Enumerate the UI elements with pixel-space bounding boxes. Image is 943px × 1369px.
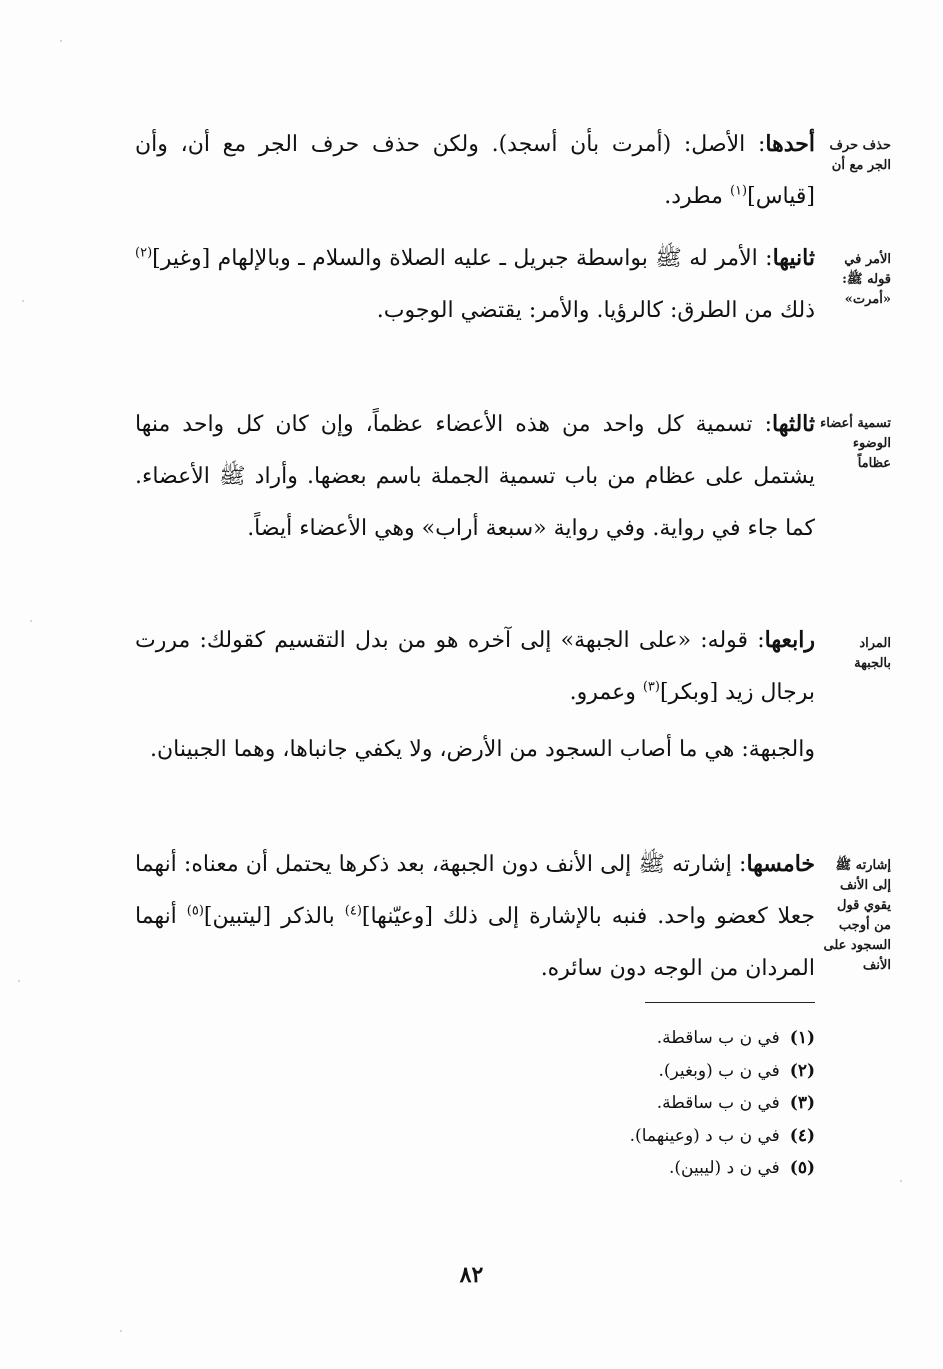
footnote-number: (٥) [789,1158,815,1178]
margin-note-2: الأمر في قوله ﷺ: «أمرت» [842,252,891,307]
paragraph-text: والجبهة: هي ما أصاب السجود من الأرض، ولا يكفي جانباها، وهما الجبينان. [149,737,815,762]
paragraph-text: أنهما المردان من الوجه دون سائره. [135,904,815,981]
footnote-text: في ن ب د (وعينهما). [629,1125,780,1146]
page-number: ٨٢ [459,1262,484,1288]
footnote-text: في ن ب ساقطة. [656,1028,780,1048]
footnotes-list [315,1022,815,1185]
paragraph-5 [135,724,815,776]
paragraph-text: بالذكر [ليتبين] [203,904,345,929]
paragraph-text: مطرد. [664,184,730,209]
paragraph-lead: خامسها [746,851,815,877]
margin-note-1: حذف حرف الجر مع أن [829,138,891,173]
paragraph-text: : إشارته ﷺ إلى الأنف دون الجبهة، بعد ذكرها يحتمل أن معناه: أنهما جعلا كعضو واحد. فنبه بالإشارة إلى ذلك [وعيّنها] [135,852,815,929]
paragraph-text: : الأصل: (أمرت بأن أسجد). ولكن حذف حرف الجر مع أن، وأن [قياس] [135,132,815,209]
paragraph-lead: أحدها [765,131,815,157]
footnote-number: (٢) [789,1060,815,1081]
scan-speck [120,1330,122,1332]
footnote-separator [645,1002,815,1003]
scan-speck [18,980,20,982]
paragraph-4 [135,614,815,719]
footnote-number: (٣) [789,1093,815,1113]
paragraph-lead: ثانيها [772,245,815,271]
margin-note-4: المراد بالجبهة [854,636,891,671]
footnote-text: في ن ب (وبغير). [658,1060,780,1081]
margin-note-5: إشارته ﷺ إلى الأنف يقوي قول من أوجب السجود على الأنف [823,858,891,973]
footnote-ref: (٥) [186,903,204,919]
paragraph-text: وعمرو. [569,680,643,705]
footnote-ref: (٣) [642,679,660,695]
paragraph-1 [135,118,815,223]
footnote-item [315,1120,815,1153]
footnote-number: (١) [789,1028,815,1048]
paragraph-text: : تسمية كل واحد من هذه الأعضاء عظماً، وإن كان كل واحد منها يشتمل على عظام من باب تسمية الجملة باسم بعضها. وأراد ﷺ الأعضاء. كما جاء في رواية. وفي رواية «سبعة أراب» وهي الأعضاء أيضاً. [135,412,815,541]
scan-speck [60,40,62,42]
footnote-text: في ن ب ساقطة. [656,1093,780,1113]
scan-speck [22,300,24,302]
paragraph-3 [135,398,815,555]
footnote-item [315,1087,815,1120]
paragraph-6 [135,838,815,995]
paragraph-text: ذلك من الطرق: كالرؤيا. والأمر: يقتضي الوجوب. [376,298,815,323]
footnote-item [315,1022,815,1055]
footnote-ref: (٤) [344,903,362,919]
paragraph-text: : الأمر له ﷺ بواسطة جبريل ـ عليه الصلاة والسلام ـ وبالإلهام [وغير] [152,246,773,271]
footnote-number: (٤) [789,1125,815,1146]
margin-note-3: تسمية أعضاء الوضوء عظاماً [820,416,891,471]
footnote-item [315,1152,815,1185]
footnote-ref: (١) [729,183,748,199]
paragraph-lead: رابعها [764,627,815,653]
scan-speck [30,620,32,622]
paragraph-lead: ثالثها [771,411,815,437]
scan-speck [900,1180,902,1182]
footnote-item [315,1055,815,1088]
paragraph-2 [135,232,815,337]
footnote-text: في ن د (ليبين). [669,1158,780,1178]
footnote-ref: (٢) [135,245,153,261]
paragraph-text: : قوله: «على الجبهة» إلى آخره هو من بدل التقسيم كقولك: مررت برجال زيد [وبكر] [135,628,815,705]
